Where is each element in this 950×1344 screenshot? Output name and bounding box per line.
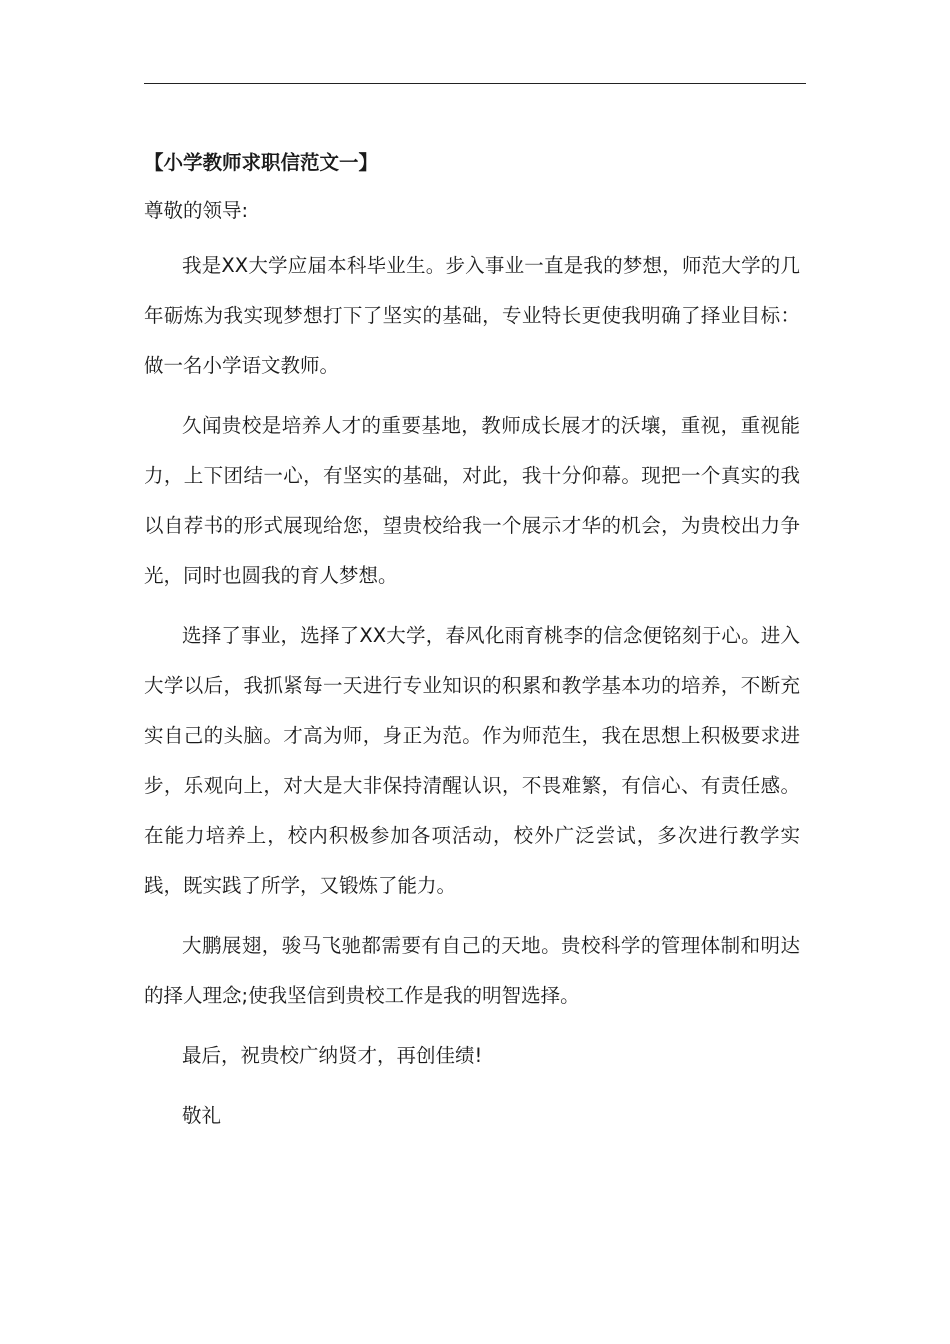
paragraph-intro: 我是XX大学应届本科毕业生。步入事业一直是我的梦想，师范大学的几年砺炼为我实现梦想打下了坚实的基础，专业特长更使我明确了择业目标：做一名小学语文教师。 — [144, 254, 800, 377]
paragraph-school-admiration: 久闻贵校是培养人才的重要基地，教师成长展才的沃壤，重视，重视能力，上下团结一心，有坚实的基础，对此，我十分仰幕。现把一个真实的我以自荐书的形式展现给您，望贵校给我一个展示才华的机会，为贵校出力争光，同时也圆我的育人梦想。 — [144, 414, 800, 587]
document-title: 【小学教师求职信范文一】 — [144, 151, 379, 174]
header-divider — [144, 83, 806, 84]
salutation: 尊敬的领导: — [144, 199, 249, 222]
paragraph-university-experience: 选择了事业，选择了XX大学，春风化雨育桃李的信念便铭刻于心。进入大学以后，我抓紧每一天进行专业知识的积累和教学基本功的培养，不断充实自己的头脑。才高为师，身正为范。作为师范生，我在思想上积极要求进步，乐观向上，对大是大非保持清醒认识，不畏难繁，有信心、有责任感。在能力培养上，校内积极参加各项活动，校外广泛尝试，多次进行教学实践，既实践了所学，又锻炼了能力。 — [144, 624, 800, 897]
paragraph-closing-wish: 最后，祝贵校广纳贤才，再创佳绩! — [182, 1044, 483, 1067]
paragraph-choice: 大鹏展翅，骏马飞驰都需要有自己的天地。贵校科学的管理体制和明达的择人理念;使我坚信到贵校工作是我的明智选择。 — [144, 934, 800, 1007]
paragraph-regards: 敬礼 — [182, 1104, 222, 1127]
letter-body — [144, 143, 800, 1151]
